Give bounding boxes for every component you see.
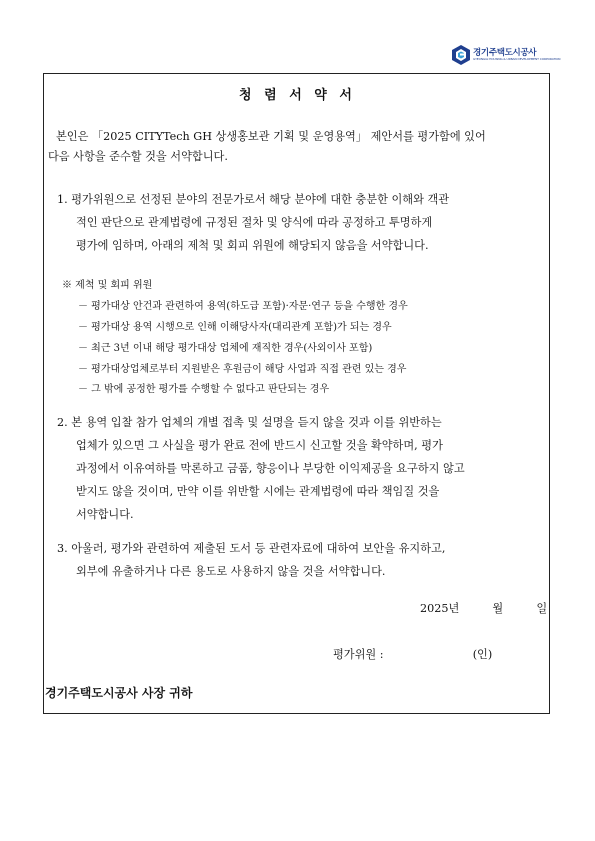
section2-line-4: 받지도 않을 것이며, 만약 이를 위반할 시에는 관계법령에 따라 책임질 것을	[76, 485, 440, 498]
section3-line-1: 3. 아울러, 평가와 관련하여 제출된 도서 등 관련자료에 대하여 보안을 유지하고,	[57, 542, 446, 555]
note-item: － 평가대상 용역 시행으로 인해 이해당사자(대리관계 포함)가 되는 경우	[78, 322, 392, 333]
section2-line-2: 업체가 있으면 그 사실을 평가 완료 전에 반드시 신고할 것을 확약하며, 평가	[76, 439, 443, 452]
gh-logo-mark-icon	[451, 44, 471, 66]
date-day: 일	[536, 602, 548, 615]
section2-line-1: 2. 본 용역 입찰 참가 업체의 개별 접촉 및 설명을 듣지 않을 것과 이를 위반하는	[57, 416, 442, 429]
signature-row	[333, 646, 492, 662]
note-title: ※ 제척 및 회피 위원	[62, 280, 153, 291]
section1-line-2: 적인 판단으로 관계법령에 규정된 절차 및 양식에 따라 공정하고 투명하게	[76, 216, 433, 229]
document-title: 청 렴 서 약 서	[239, 88, 356, 103]
section3-line-2: 외부에 유출하거나 다른 용도로 사용하지 않을 것을 서약합니다.	[76, 565, 386, 578]
note-item: － 평가대상업체로부터 지원받은 후원금이 해당 사업과 직접 관련 있는 경우	[78, 364, 407, 375]
seal-label: (인)	[472, 648, 493, 661]
section2-line-5: 서약합니다.	[76, 508, 134, 521]
intro-line-2: 다음 사항을 준수할 것을 서약합니다.	[48, 150, 228, 163]
addressee: 경기주택도시공사 사장 귀하	[45, 686, 193, 700]
section2-line-3: 과정에서 이유여하를 막론하고 금품, 향응이나 부당한 이익제공을 요구하지 않고	[76, 462, 465, 475]
gh-logo	[451, 44, 561, 66]
note-item: － 최근 3년 이내 해당 평가대상 업체에 재직한 경우(사외이사 포함)	[78, 343, 373, 354]
date-month: 월	[492, 602, 504, 615]
intro-line-1: 본인은 「2025 CITYTech GH 상생홍보관 기획 및 운영용역」 제안서를 평가함에 있어	[56, 130, 486, 143]
note-item: － 평가대상 안건과 관련하여 용역(하도급 포함)·자문·연구 등을 수행한 경우	[78, 301, 408, 312]
logo-text: 경기주택도시공사	[473, 48, 537, 58]
date-row	[420, 600, 547, 616]
date-year: 2025년	[420, 602, 460, 615]
signer-label: 평가위원 :	[333, 648, 384, 661]
note-item: － 그 밖에 공정한 평가를 수행할 수 없다고 판단되는 경우	[78, 384, 330, 395]
logo-subtext: GYEONGGI HOUSING & URBAN DEVELOPMENT CORPORATION	[473, 57, 561, 61]
section1-line-1: 1. 평가위원으로 선정된 분야의 전문가로서 해당 분야에 대한 충분한 이해와 객관	[57, 193, 450, 206]
section1-line-3: 평가에 임하며, 아래의 제척 및 회피 위원에 해당되지 않음을 서약합니다.	[76, 239, 429, 252]
